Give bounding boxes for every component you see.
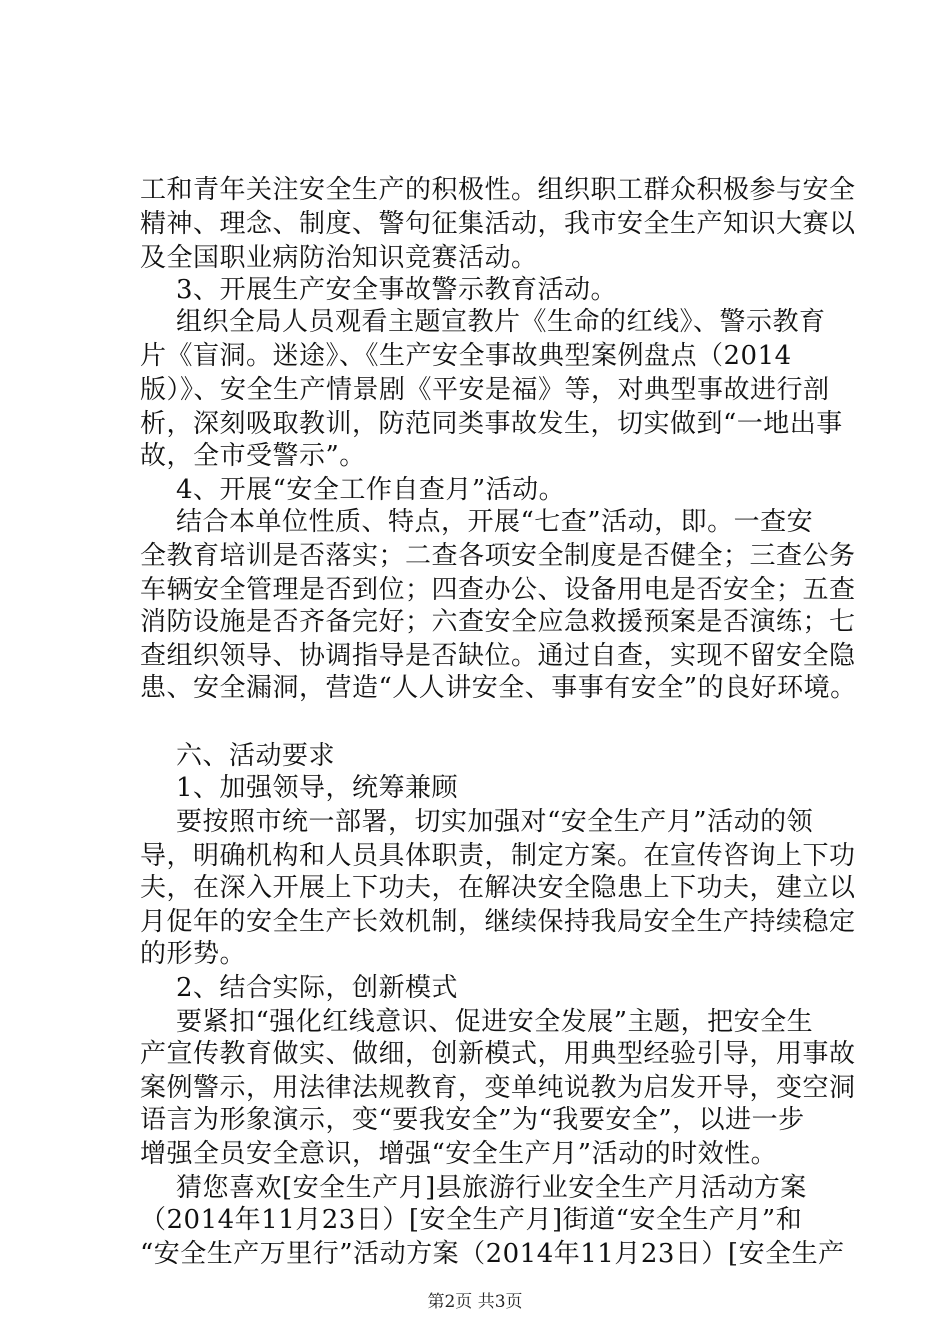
paragraph-line: 增强全员安全意识，增强“安全生产月”活动的时效性。 xyxy=(140,1139,778,1169)
section-heading: 3、开展生产安全事故警示教育活动。 xyxy=(176,275,618,305)
related-articles-line-overflow: “安全生产万里行”活动方案（2014年11月23日）[安全生产 xyxy=(140,1239,845,1269)
paragraph-line: 工和青年关注安全生产的积极性。组织职工群众积极参与安全 xyxy=(140,175,856,205)
paragraph-line: 消防设施是否齐备完好；六查安全应急救援预案是否演练；七 xyxy=(140,607,856,637)
paragraph-line: 车辆安全管理是否到位；四查办公、设备用电是否安全；五查 xyxy=(140,575,856,605)
paragraph-line: 要紧扣“强化红线意识、促进安全发展”主题，把安全生 xyxy=(176,1007,814,1037)
paragraph-line: 精神、理念、制度、警句征集活动，我市安全生产知识大赛以 xyxy=(140,209,856,239)
paragraph-line: 案例警示，用法律法规教育，变单纯说教为启发开导，变空洞 xyxy=(140,1073,856,1103)
paragraph-line: 片《盲洞。迷途》、《生产安全事故典型案例盘点（2014 xyxy=(140,341,792,371)
chapter-heading: 六、活动要求 xyxy=(176,741,336,771)
related-articles-line: 猜您喜欢[安全生产月]县旅游行业安全生产月活动方案 xyxy=(176,1173,807,1203)
paragraph-line: 析，深刻吸取教训，防范同类事故发生，切实做到“一地出事 xyxy=(140,409,843,439)
paragraph-line: 的形势。 xyxy=(140,939,247,969)
paragraph-line: 故，全市受警示”。 xyxy=(140,441,366,471)
page-number-footer: 第2页 共3页 xyxy=(427,1292,523,1312)
paragraph-line: 语言为形象演示，变“要我安全”为“我要安全”，以进一步 xyxy=(140,1105,805,1135)
paragraph-line: 版）》、安全生产情景剧《平安是福》等，对典型事故进行剖 xyxy=(140,375,830,405)
paragraph-line: 患、安全漏洞，营造“人人讲安全、事事有安全”的良好环境。 xyxy=(140,673,857,703)
paragraph-line: 组织全局人员观看主题宣教片《生命的红线》、警示教育 xyxy=(176,307,826,337)
paragraph-line: 月促年的安全生产长效机制，继续保持我局安全生产持续稳定 xyxy=(140,907,856,937)
section-heading: 4、开展“安全工作自查月”活动。 xyxy=(176,475,566,505)
section-heading: 1、加强领导，统筹兼顾 xyxy=(176,773,459,803)
paragraph-line: 导，明确机构和人员具体职责，制定方案。在宣传咨询上下功 xyxy=(140,841,856,871)
paragraph-line: 查组织领导、协调指导是否缺位。通过自查，实现不留安全隐 xyxy=(140,641,856,671)
paragraph-line: 及全国职业病防治知识竞赛活动。 xyxy=(140,243,538,273)
related-articles-line: （2014年11月23日）[安全生产月]街道“安全生产月”和 xyxy=(140,1205,803,1235)
paragraph-line: 产宣传教育做实、做细，创新模式，用典型经验引导，用事故 xyxy=(140,1039,856,1069)
paragraph-line: 结合本单位性质、特点，开展“七查”活动，即。一查安 xyxy=(176,507,814,537)
paragraph-line: 夫，在深入开展上下功夫，在解决安全隐患上下功夫，建立以 xyxy=(140,873,856,903)
paragraph-line: 全教育培训是否落实；二查各项安全制度是否健全；三查公务 xyxy=(140,541,856,571)
section-heading: 2、结合实际，创新模式 xyxy=(176,973,459,1003)
paragraph-line: 要按照市统一部署，切实加强对“安全生产月”活动的领 xyxy=(176,807,814,837)
